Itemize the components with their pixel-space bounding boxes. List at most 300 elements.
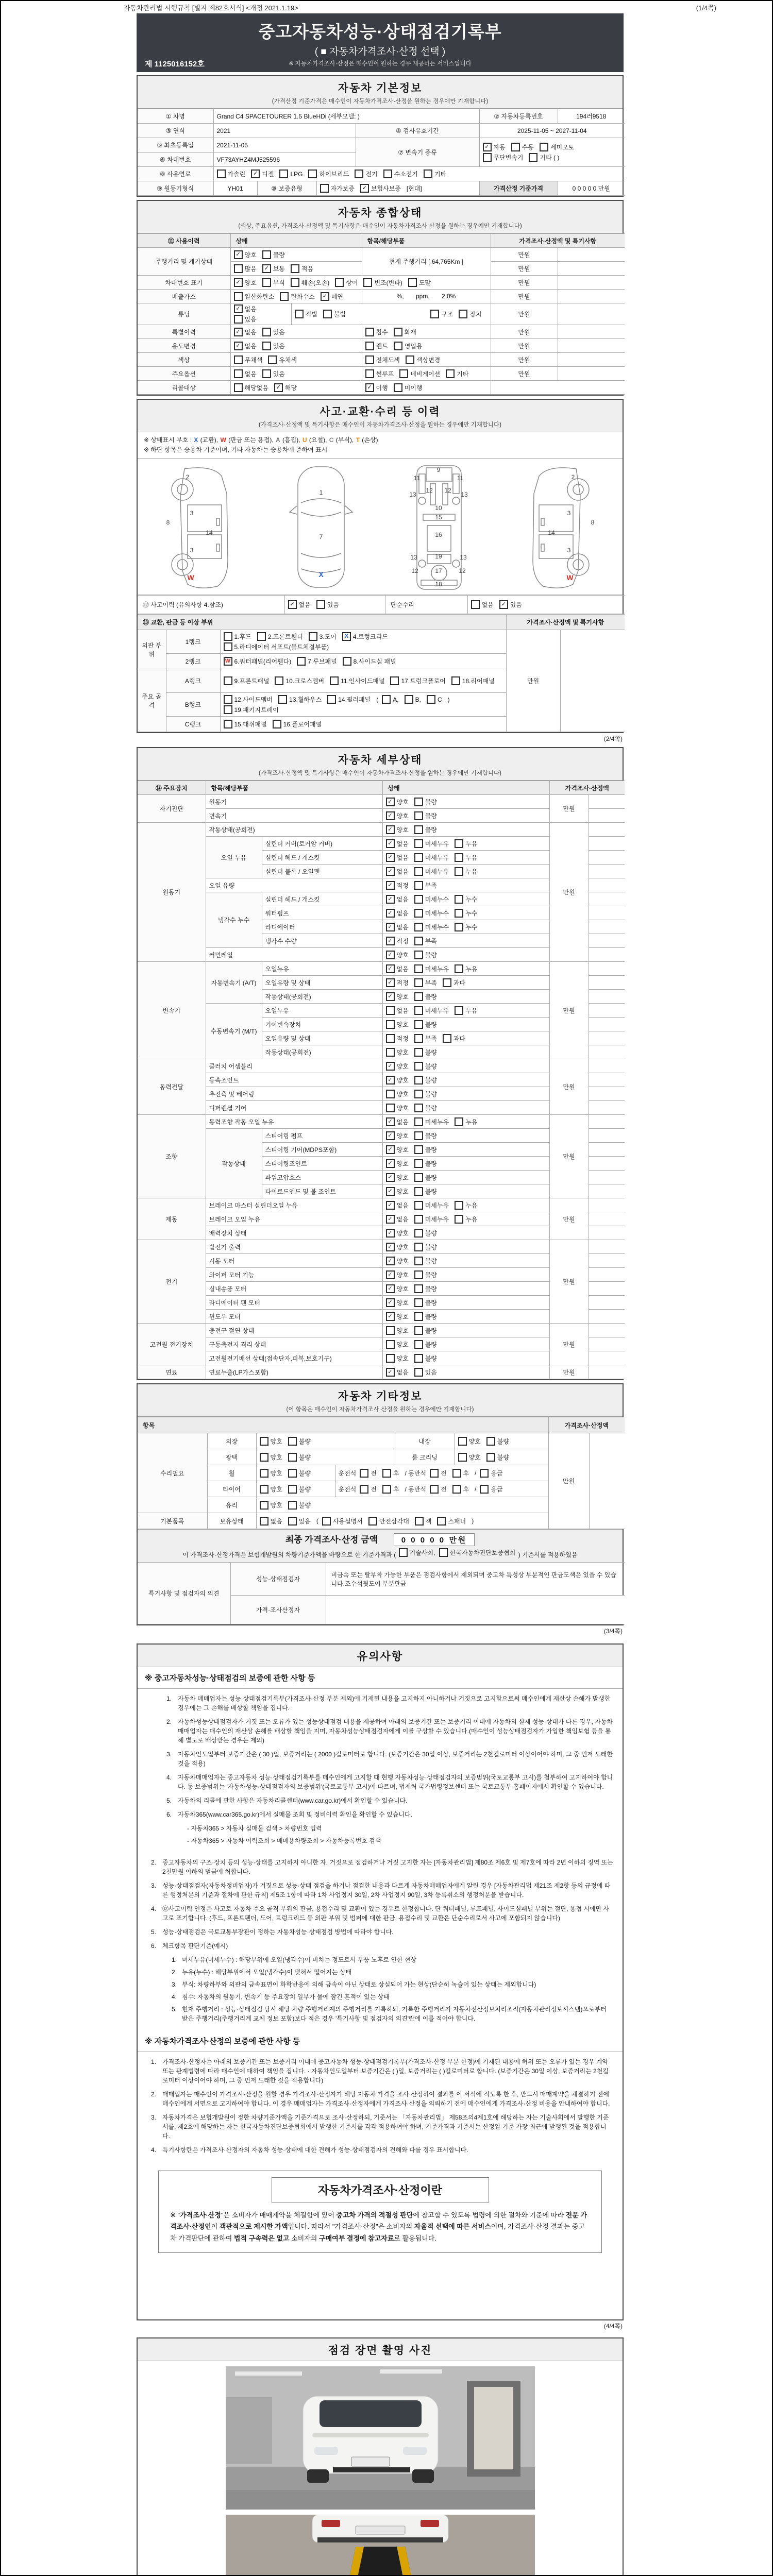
- checkbox-option[interactable]: [480, 1485, 502, 1494]
- checkbox-box[interactable]: [327, 695, 336, 704]
- checkbox-box[interactable]: [262, 342, 271, 350]
- checkbox-option[interactable]: [268, 355, 297, 364]
- checkbox-box[interactable]: [297, 657, 306, 666]
- checkbox-option[interactable]: [394, 383, 423, 392]
- checkbox-box[interactable]: [430, 1469, 439, 1478]
- checkbox-box[interactable]: [455, 1117, 463, 1126]
- checkbox-option[interactable]: [430, 1485, 447, 1494]
- checkbox-box[interactable]: [443, 1034, 451, 1043]
- checkbox-box[interactable]: [365, 328, 374, 336]
- checkbox-option[interactable]: [394, 328, 416, 336]
- checkbox-box[interactable]: [279, 170, 288, 178]
- checkbox-box[interactable]: [480, 1485, 489, 1494]
- checkbox-box[interactable]: [386, 1104, 395, 1112]
- checkbox-option[interactable]: [224, 705, 279, 714]
- checkbox-box[interactable]: ✓: [386, 1145, 395, 1154]
- checkbox-box[interactable]: ✓: [386, 1201, 395, 1210]
- checkbox-option[interactable]: [320, 184, 355, 193]
- checkbox-box[interactable]: [386, 1354, 395, 1363]
- checkbox-option[interactable]: [321, 292, 343, 301]
- checkbox-option[interactable]: [368, 1517, 409, 1526]
- checkbox-option[interactable]: [386, 895, 409, 904]
- checkbox-box[interactable]: ✓: [386, 881, 395, 890]
- checkbox-box[interactable]: [414, 1312, 423, 1321]
- checkbox-option[interactable]: [386, 951, 409, 959]
- checkbox-box[interactable]: ✓: [234, 250, 243, 259]
- checkbox-box[interactable]: [382, 695, 391, 704]
- checkbox-box[interactable]: ✓: [386, 825, 395, 834]
- checkbox-box[interactable]: [430, 1485, 439, 1494]
- checkbox-box[interactable]: [260, 1469, 268, 1478]
- checkbox-option[interactable]: [415, 1517, 432, 1526]
- checkbox-box[interactable]: [260, 1485, 268, 1494]
- checkbox-option[interactable]: [414, 1104, 437, 1112]
- checkbox-option[interactable]: [386, 867, 409, 876]
- checkbox-box[interactable]: [414, 951, 423, 959]
- checkbox-box[interactable]: [483, 153, 492, 162]
- checkbox-box[interactable]: [288, 1469, 297, 1478]
- checkbox-option[interactable]: [455, 923, 477, 931]
- checkbox-option[interactable]: [342, 632, 388, 641]
- checkbox-option[interactable]: [262, 264, 285, 273]
- checkbox-box[interactable]: [224, 705, 232, 714]
- checkbox-box[interactable]: [414, 1034, 423, 1043]
- checkbox-option[interactable]: [234, 304, 257, 313]
- checkbox-box[interactable]: [437, 1517, 446, 1526]
- checkbox-box[interactable]: ✓: [386, 1076, 395, 1084]
- checkbox-option[interactable]: [234, 369, 257, 378]
- checkbox-box[interactable]: [234, 292, 243, 301]
- checkbox-box[interactable]: ✓: [386, 909, 395, 918]
- checkbox-box[interactable]: [414, 1257, 423, 1265]
- checkbox-option[interactable]: [427, 695, 442, 704]
- checkbox-option[interactable]: [511, 143, 534, 151]
- checkbox-box[interactable]: [459, 310, 467, 318]
- checkbox-option[interactable]: [224, 642, 329, 651]
- checkbox-box[interactable]: [455, 1215, 463, 1224]
- checkbox-option[interactable]: [455, 839, 477, 848]
- checkbox-box[interactable]: [382, 1469, 391, 1478]
- checkbox-option[interactable]: [260, 1437, 282, 1446]
- checkbox-option[interactable]: [414, 1090, 437, 1098]
- checkbox-option[interactable]: [365, 383, 388, 392]
- checkbox-option[interactable]: [399, 1548, 435, 1557]
- checkbox-box[interactable]: ✓: [386, 1368, 395, 1377]
- checkbox-option[interactable]: [414, 1312, 437, 1321]
- checkbox-box[interactable]: [257, 632, 266, 641]
- checkbox-option[interactable]: [414, 964, 449, 973]
- checkbox-option[interactable]: [386, 1006, 409, 1015]
- checkbox-option[interactable]: [327, 695, 371, 704]
- checkbox-box[interactable]: [224, 632, 232, 641]
- checkbox-option[interactable]: [424, 170, 446, 178]
- checkbox-box[interactable]: [529, 153, 537, 162]
- checkbox-option[interactable]: [455, 1117, 477, 1126]
- checkbox-box[interactable]: [414, 839, 423, 848]
- checkbox-option[interactable]: [499, 600, 522, 609]
- checkbox-box[interactable]: [414, 1159, 423, 1168]
- checkbox-box[interactable]: [355, 170, 363, 178]
- checkbox-box[interactable]: [414, 1006, 423, 1015]
- checkbox-box[interactable]: [405, 695, 413, 704]
- checkbox-option[interactable]: [414, 895, 449, 904]
- checkbox-option[interactable]: [430, 1469, 447, 1478]
- checkbox-box[interactable]: [288, 1501, 297, 1510]
- checkbox-box[interactable]: [363, 278, 372, 287]
- checkbox-box[interactable]: [414, 978, 423, 987]
- checkbox-box[interactable]: ✓: [386, 1173, 395, 1182]
- checkbox-box[interactable]: [386, 1034, 395, 1043]
- checkbox-option[interactable]: [234, 383, 268, 392]
- checkbox-box[interactable]: ✓: [251, 170, 260, 178]
- checkbox-box[interactable]: [439, 1548, 448, 1557]
- checkbox-option[interactable]: [297, 657, 337, 666]
- checkbox-option[interactable]: [414, 1020, 437, 1029]
- checkbox-box[interactable]: [322, 1517, 331, 1526]
- checkbox-option[interactable]: [414, 1006, 449, 1015]
- checkbox-option[interactable]: [529, 153, 559, 162]
- checkbox-box[interactable]: ✓: [386, 992, 395, 1001]
- checkbox-option[interactable]: [323, 310, 346, 318]
- checkbox-option[interactable]: [455, 1201, 477, 1210]
- checkbox-option[interactable]: [260, 1501, 282, 1510]
- checkbox-option[interactable]: [365, 355, 400, 364]
- checkbox-option[interactable]: [280, 292, 314, 301]
- checkbox-box[interactable]: [414, 992, 423, 1001]
- checkbox-box[interactable]: ✓: [386, 1159, 395, 1168]
- checkbox-box[interactable]: [365, 342, 374, 350]
- checkbox-box[interactable]: [424, 170, 432, 178]
- checkbox-option[interactable]: [365, 369, 394, 378]
- checkbox-box[interactable]: [343, 657, 351, 666]
- checkbox-box[interactable]: ✓: [386, 923, 395, 931]
- checkbox-box[interactable]: ✓: [288, 600, 297, 609]
- checkbox-option[interactable]: [288, 1469, 311, 1478]
- checkbox-option[interactable]: [262, 328, 285, 336]
- checkbox-option[interactable]: [399, 369, 440, 378]
- checkbox-option[interactable]: [414, 881, 437, 890]
- checkbox-option[interactable]: [251, 170, 274, 178]
- checkbox-option[interactable]: [262, 342, 285, 350]
- checkbox-box[interactable]: [382, 1485, 391, 1494]
- checkbox-option[interactable]: [386, 1034, 409, 1043]
- checkbox-box[interactable]: ✓: [386, 1229, 395, 1238]
- checkbox-option[interactable]: [234, 250, 257, 259]
- checkbox-option[interactable]: [414, 1298, 437, 1307]
- checkbox-option[interactable]: [288, 1501, 311, 1510]
- checkbox-box[interactable]: [427, 695, 435, 704]
- checkbox-option[interactable]: [414, 1145, 437, 1154]
- checkbox-box[interactable]: [273, 720, 281, 728]
- checkbox-option[interactable]: [483, 143, 506, 151]
- checkbox-option[interactable]: [386, 1215, 409, 1224]
- checkbox-box[interactable]: ✓: [483, 143, 492, 151]
- checkbox-option[interactable]: [486, 1437, 509, 1446]
- checkbox-box[interactable]: [451, 676, 460, 685]
- checkbox-box[interactable]: [394, 328, 402, 336]
- checkbox-box[interactable]: [414, 811, 423, 820]
- checkbox-option[interactable]: [414, 1354, 437, 1363]
- checkbox-box[interactable]: ✓: [386, 951, 395, 959]
- checkbox-box[interactable]: [280, 292, 289, 301]
- checkbox-option[interactable]: [363, 278, 402, 287]
- checkbox-box[interactable]: [414, 909, 423, 918]
- checkbox-option[interactable]: [343, 657, 396, 666]
- checkbox-box[interactable]: [415, 1517, 424, 1526]
- checkbox-box[interactable]: ✓: [386, 839, 395, 848]
- checkbox-box[interactable]: [455, 909, 463, 918]
- checkbox-box[interactable]: ✓: [386, 867, 395, 876]
- checkbox-box[interactable]: [386, 1006, 395, 1015]
- checkbox-box[interactable]: ✓: [499, 600, 508, 609]
- checkbox-option[interactable]: [394, 342, 423, 350]
- checkbox-box[interactable]: [320, 184, 329, 193]
- checkbox-box[interactable]: [430, 310, 439, 318]
- checkbox-box[interactable]: ✓: [386, 895, 395, 904]
- checkbox-box[interactable]: [224, 642, 232, 651]
- checkbox-box[interactable]: [414, 895, 423, 904]
- checkbox-box[interactable]: ✓: [386, 1298, 395, 1307]
- checkbox-box[interactable]: [295, 310, 304, 318]
- checkbox-box[interactable]: [480, 1469, 489, 1478]
- checkbox-option[interactable]: [386, 1201, 409, 1210]
- checkbox-box[interactable]: ✓: [234, 342, 243, 350]
- checkbox-option[interactable]: [386, 1159, 409, 1168]
- checkbox-option[interactable]: [455, 895, 477, 904]
- checkbox-option[interactable]: [291, 278, 329, 287]
- checkbox-box[interactable]: [414, 1090, 423, 1098]
- checkbox-box[interactable]: [455, 964, 463, 973]
- checkbox-box[interactable]: [414, 825, 423, 834]
- checkbox-option[interactable]: [414, 1368, 437, 1377]
- checkbox-box[interactable]: [414, 923, 423, 931]
- checkbox-option[interactable]: [390, 676, 445, 685]
- checkbox-box[interactable]: [260, 1517, 268, 1526]
- checkbox-box[interactable]: ✓: [386, 811, 395, 820]
- checkbox-option[interactable]: [382, 695, 398, 704]
- checkbox-box[interactable]: [486, 1437, 495, 1446]
- checkbox-option[interactable]: [414, 1062, 437, 1071]
- checkbox-box[interactable]: ✓: [386, 1257, 395, 1265]
- checkbox-option[interactable]: [414, 1215, 449, 1224]
- checkbox-option[interactable]: [386, 964, 409, 973]
- checkbox-option[interactable]: [414, 811, 437, 820]
- checkbox-box[interactable]: ✓: [386, 1131, 395, 1140]
- checkbox-box[interactable]: ✓: [386, 798, 395, 806]
- checkbox-option[interactable]: [322, 1517, 363, 1526]
- checkbox-option[interactable]: [360, 1469, 377, 1478]
- checkbox-option[interactable]: [452, 1469, 469, 1478]
- checkbox-option[interactable]: [455, 964, 477, 973]
- checkbox-option[interactable]: [291, 264, 313, 273]
- checkbox-box[interactable]: ✓: [386, 853, 395, 862]
- checkbox-box[interactable]: [224, 720, 232, 728]
- checkbox-box[interactable]: [262, 328, 271, 336]
- checkbox-option[interactable]: [355, 170, 377, 178]
- checkbox-box[interactable]: [308, 170, 317, 178]
- checkbox-box[interactable]: [335, 278, 344, 287]
- checkbox-option[interactable]: [455, 1215, 477, 1224]
- checkbox-option[interactable]: [288, 1437, 311, 1446]
- checkbox-option[interactable]: [260, 1517, 282, 1526]
- checkbox-option[interactable]: [414, 1048, 437, 1057]
- checkbox-box[interactable]: [414, 1368, 423, 1377]
- checkbox-option[interactable]: [260, 1485, 282, 1494]
- checkbox-box[interactable]: [414, 1201, 423, 1210]
- checkbox-box[interactable]: [386, 1090, 395, 1098]
- checkbox-box[interactable]: [217, 170, 226, 178]
- checkbox-option[interactable]: [386, 1020, 409, 1029]
- checkbox-box[interactable]: [260, 1437, 268, 1446]
- checkbox-box[interactable]: [365, 369, 374, 378]
- checkbox-box[interactable]: [455, 923, 463, 931]
- checkbox-box[interactable]: [486, 1453, 495, 1462]
- checkbox-option[interactable]: [414, 1117, 449, 1126]
- checkbox-option[interactable]: [414, 825, 437, 834]
- checkbox-option[interactable]: [439, 1548, 516, 1557]
- checkbox-box[interactable]: [414, 1284, 423, 1293]
- checkbox-box[interactable]: [291, 264, 299, 273]
- checkbox-option[interactable]: [414, 853, 449, 862]
- checkbox-option[interactable]: [406, 355, 440, 364]
- checkbox-option[interactable]: [383, 170, 418, 178]
- checkbox-box[interactable]: ✓: [386, 937, 395, 945]
- checkbox-box[interactable]: [414, 964, 423, 973]
- checkbox-box[interactable]: ✓: [386, 1187, 395, 1196]
- checkbox-option[interactable]: [414, 1340, 437, 1349]
- checkbox-box[interactable]: [443, 978, 451, 987]
- checkbox-option[interactable]: [414, 1257, 437, 1265]
- checkbox-option[interactable]: [386, 1076, 409, 1084]
- checkbox-option[interactable]: [414, 1243, 437, 1251]
- checkbox-option[interactable]: [455, 909, 477, 918]
- checkbox-box[interactable]: [386, 1020, 395, 1029]
- checkbox-option[interactable]: [386, 839, 409, 848]
- checkbox-option[interactable]: [540, 143, 574, 151]
- checkbox-box[interactable]: ✓: [321, 292, 329, 301]
- checkbox-box[interactable]: ✓: [262, 264, 271, 273]
- checkbox-option[interactable]: [260, 1453, 282, 1462]
- checkbox-option[interactable]: [386, 1048, 409, 1057]
- checkbox-box[interactable]: [406, 355, 414, 364]
- checkbox-option[interactable]: [486, 1453, 509, 1462]
- checkbox-option[interactable]: [224, 676, 270, 685]
- checkbox-box[interactable]: [414, 1145, 423, 1154]
- checkbox-box[interactable]: [455, 895, 463, 904]
- checkbox-box[interactable]: ✓: [386, 1243, 395, 1251]
- checkbox-option[interactable]: [360, 184, 401, 193]
- checkbox-option[interactable]: [414, 1173, 437, 1182]
- checkbox-option[interactable]: [288, 1485, 311, 1494]
- checkbox-box[interactable]: [234, 383, 243, 392]
- checkbox-option[interactable]: [386, 853, 409, 862]
- checkbox-box[interactable]: [360, 1469, 368, 1478]
- checkbox-box[interactable]: [414, 1270, 423, 1279]
- checkbox-box[interactable]: [383, 170, 392, 178]
- checkbox-option[interactable]: [386, 1145, 409, 1154]
- checkbox-box[interactable]: ✓: [386, 1062, 395, 1071]
- checkbox-option[interactable]: [234, 342, 257, 350]
- checkbox-option[interactable]: [430, 310, 453, 318]
- checkbox-option[interactable]: [386, 1229, 409, 1238]
- checkbox-option[interactable]: [234, 328, 257, 336]
- checkbox-box[interactable]: [414, 937, 423, 945]
- checkbox-option[interactable]: [414, 1187, 437, 1196]
- checkbox-box[interactable]: [540, 143, 548, 151]
- checkbox-option[interactable]: [414, 1034, 437, 1043]
- checkbox-option[interactable]: [443, 1034, 465, 1043]
- checkbox-box[interactable]: [394, 383, 402, 392]
- checkbox-option[interactable]: [279, 170, 303, 178]
- checkbox-box[interactable]: [414, 1354, 423, 1363]
- checkbox-box[interactable]: [414, 1076, 423, 1084]
- checkbox-option[interactable]: [414, 798, 437, 806]
- checkbox-option[interactable]: [382, 1485, 399, 1494]
- checkbox-option[interactable]: [262, 369, 285, 378]
- checkbox-option[interactable]: [224, 720, 267, 728]
- checkbox-option[interactable]: [224, 657, 292, 666]
- checkbox-box[interactable]: [386, 1048, 395, 1057]
- checkbox-box[interactable]: [414, 867, 423, 876]
- checkbox-option[interactable]: [451, 676, 495, 685]
- checkbox-box[interactable]: [291, 278, 299, 287]
- checkbox-option[interactable]: [386, 1270, 409, 1279]
- checkbox-box[interactable]: [234, 315, 243, 324]
- checkbox-option[interactable]: [414, 992, 437, 1001]
- checkbox-box[interactable]: [414, 1326, 423, 1335]
- checkbox-option[interactable]: [316, 600, 339, 609]
- checkbox-option[interactable]: [414, 1284, 437, 1293]
- checkbox-option[interactable]: [224, 632, 251, 641]
- checkbox-box[interactable]: [260, 1453, 268, 1462]
- checkbox-box[interactable]: [323, 310, 332, 318]
- checkbox-option[interactable]: [382, 1469, 399, 1478]
- checkbox-option[interactable]: [386, 937, 409, 945]
- checkbox-box[interactable]: [452, 1485, 461, 1494]
- checkbox-option[interactable]: [386, 798, 409, 806]
- checkbox-option[interactable]: [386, 1173, 409, 1182]
- checkbox-box[interactable]: ✓: [386, 1117, 395, 1126]
- checkbox-box[interactable]: [414, 1048, 423, 1057]
- checkbox-box[interactable]: [288, 1485, 297, 1494]
- checkbox-option[interactable]: [386, 1117, 409, 1126]
- checkbox-option[interactable]: [386, 1187, 409, 1196]
- checkbox-box[interactable]: [414, 1340, 423, 1349]
- checkbox-box[interactable]: [278, 695, 287, 704]
- checkbox-box[interactable]: [234, 369, 243, 378]
- checkbox-box[interactable]: [288, 1517, 297, 1526]
- checkbox-box[interactable]: [262, 250, 271, 259]
- checkbox-box[interactable]: [224, 695, 232, 704]
- checkbox-option[interactable]: [275, 676, 324, 685]
- checkbox-option[interactable]: [365, 328, 388, 336]
- checkbox-option[interactable]: [414, 978, 437, 987]
- checkbox-option[interactable]: [217, 170, 246, 178]
- checkbox-box[interactable]: [511, 143, 520, 151]
- checkbox-option[interactable]: [414, 1270, 437, 1279]
- checkbox-box[interactable]: [234, 355, 243, 364]
- checkbox-option[interactable]: [386, 1312, 409, 1321]
- checkbox-box[interactable]: [414, 1173, 423, 1182]
- checkbox-option[interactable]: [386, 1340, 409, 1349]
- checkbox-option[interactable]: [455, 1006, 477, 1015]
- checkbox-option[interactable]: [408, 278, 431, 287]
- checkbox-option[interactable]: [480, 1469, 502, 1478]
- checkbox-option[interactable]: [278, 695, 322, 704]
- checkbox-box[interactable]: [262, 278, 271, 287]
- checkbox-box[interactable]: [414, 798, 423, 806]
- checkbox-option[interactable]: [308, 170, 349, 178]
